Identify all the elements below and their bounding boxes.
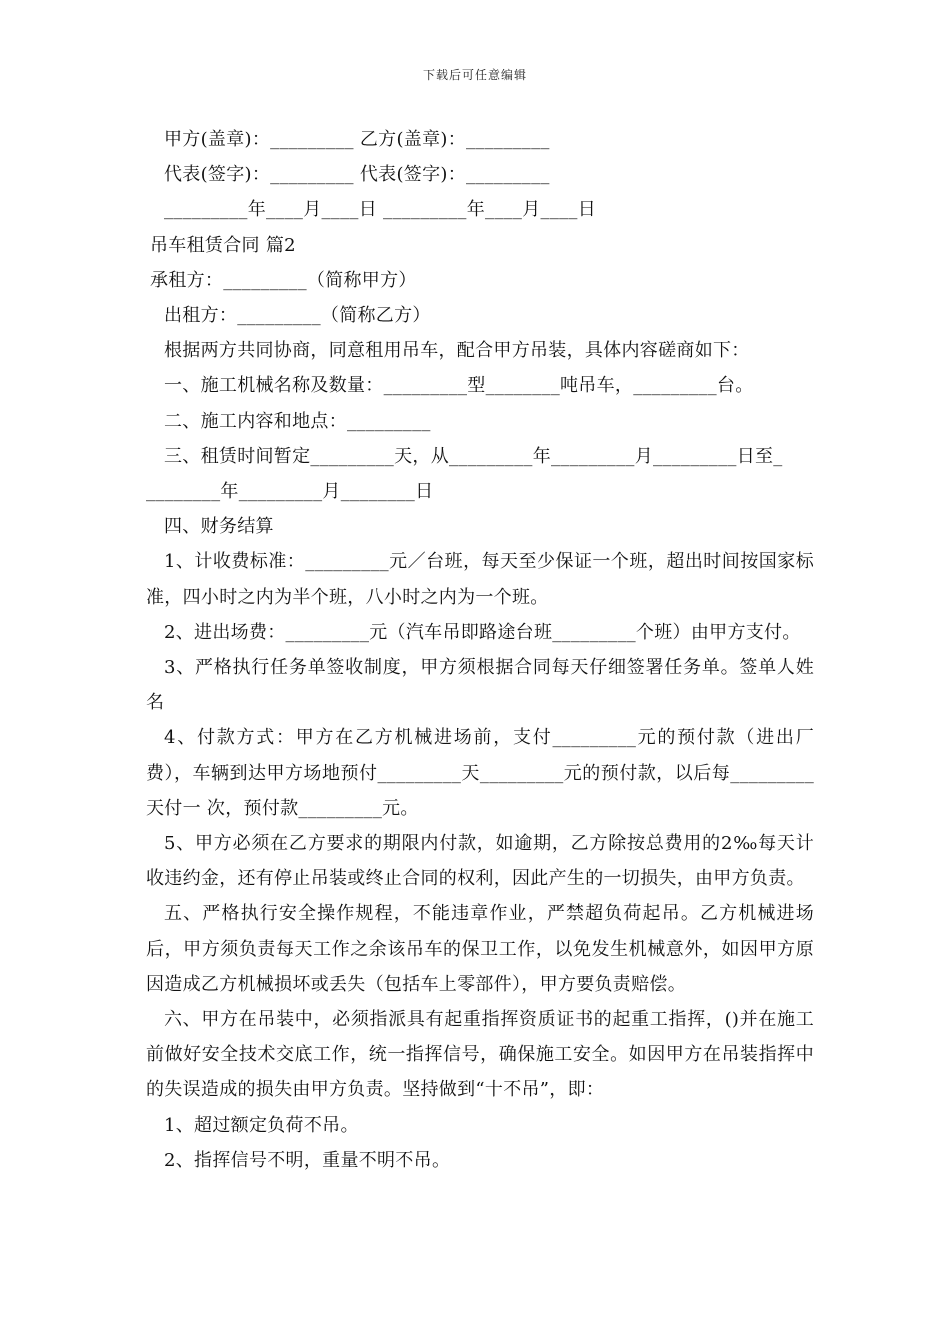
clause-5-safety: 五、严格执行安全操作规程，不能违章作业，严禁超负荷起吊。乙方机械进场后，甲方须负责每天工作之余该吊车的保卫工作，以免发生机械意外，如因甲方原因造成乙方机械损坏或丢失（包括车上零部件），甲方要负责赔偿。 xyxy=(146,903,814,995)
no-lift-rule-2: 2、指挥信号不明，重量不明不吊。 xyxy=(164,1149,451,1171)
clause-3-lease-period-continued: ________年_________月________日 xyxy=(146,481,434,503)
clause-2-content-location: 二、施工内容和地点：_________ xyxy=(164,410,431,432)
signature-line-party-a-b: 甲方(盖章)：_________ 乙方(盖章)：_________ xyxy=(164,129,550,150)
clause-4-heading: 四、财务结算 xyxy=(164,516,274,538)
lessor-line: 出租方：_________（简称乙方） xyxy=(164,305,431,327)
intro-paragraph: 根据两方共同协商，同意租用吊车，配合甲方吊装，具体内容磋商如下： xyxy=(164,340,750,362)
clause-1-equipment: 一、施工机械名称及数量：_________型________吨吊车，_________台。 xyxy=(164,375,754,397)
page-header: 下载后可任意编辑 xyxy=(422,68,527,82)
financial-item-5: 5、甲方必须在乙方要求的期限内付款，如逾期，乙方除按总费用的2‰每天计收违约金，还有停止吊装或终止合同的权利，因此产生的一切损失，由甲方负责。 xyxy=(146,833,814,890)
no-lift-rule-1: 1、超过额定负荷不吊。 xyxy=(164,1114,359,1136)
lessee-line: 承租方：_________（简称甲方） xyxy=(150,269,417,291)
clause-3-lease-period: 三、租赁时间暂定_________天，从_________年_________月_________日至_ xyxy=(164,445,783,467)
financial-item-3: 3、严格执行任务单签收制度，甲方须根据合同每天仔细签署任务单。签单人姓名 xyxy=(146,657,814,714)
signature-date-line: _________年____月____日 _________年____月____日 xyxy=(164,199,597,221)
financial-item-1: 1、计收费标准：_________元／台班，每天至少保证一个班，超出时间按国家标准，四小时之内为半个班，八小时之内为一个班。 xyxy=(146,551,814,608)
document-body xyxy=(146,122,814,1178)
signature-line-representatives: 代表(签字)：_________ 代表(签字)：_________ xyxy=(164,164,550,186)
clause-6-lifting-command: 六、甲方在吊装中，必须指派具有起重指挥资质证书的起重工指挥，()并在施工前做好安全技术交底工作，统一指挥信号，确保施工安全。如因甲方在吊装指挥中的失误造成的损失由甲方负责。坚持做到“十不吊”，即： xyxy=(146,1009,814,1101)
financial-item-4: 4、付款方式：甲方在乙方机械进场前，支付_________元的预付款（进出厂费），车辆到达甲方场地预付_________天_________元的预付款，以后每_________天付一 次，预付款_________元。 xyxy=(146,727,814,819)
contract-title: 吊车租赁合同 篇2 xyxy=(150,234,296,256)
financial-item-2: 2、进出场费：_________元（汽车吊即路途台班_________个班）由甲方支付。 xyxy=(164,621,801,643)
